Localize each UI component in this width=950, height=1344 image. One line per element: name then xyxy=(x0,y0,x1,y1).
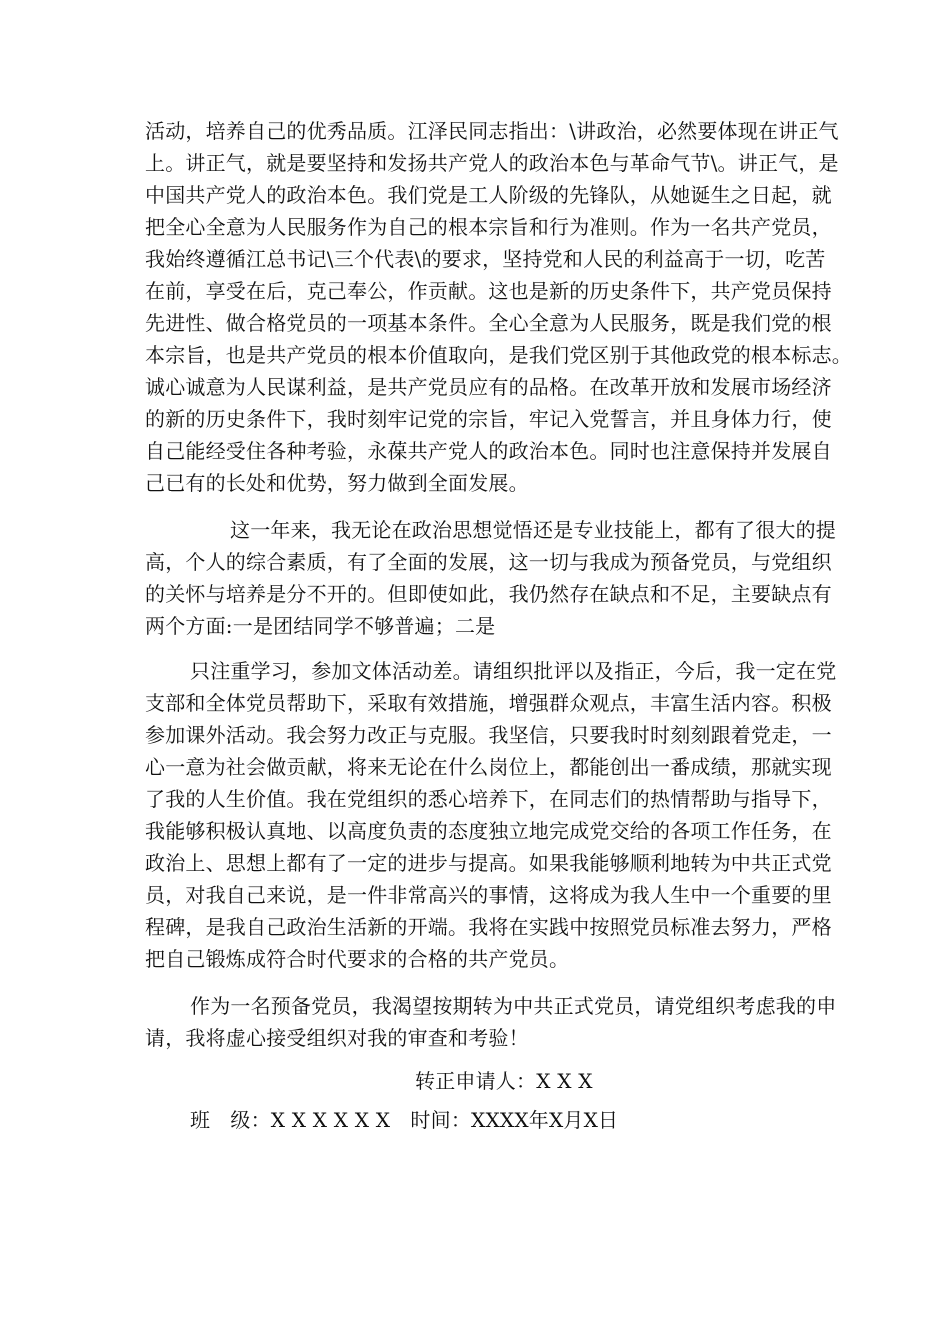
paragraph-3-line-5: 了我的人生价值。我在党组织的悉心培养下，在同志们的热情帮助与指导下， xyxy=(145,787,832,811)
paragraph-4-line-1: 作为一名预备党员，我渴望按期转为中共正式党员，请党组织考虑我的申 xyxy=(190,994,837,1018)
paragraph-1-line-5: 我始终遵循江总书记\三个代表\的要求，坚持党和人民的利益高于一切，吃苦 xyxy=(145,247,826,271)
paragraph-3-line-10: 把自己锻炼成符合时代要求的合格的共产党员。 xyxy=(145,947,570,971)
applicant-signature: 转正申请人：X X X xyxy=(415,1069,593,1093)
paragraph-3-line-2: 支部和全体党员帮助下，采取有效措施，增强群众观点，丰富生活内容。积极 xyxy=(145,691,832,715)
paragraph-2-line-3: 的关怀与培养是分不开的。但即使如此，我仍然存在缺点和不足，主要缺点有 xyxy=(145,582,832,606)
paragraph-1-line-9: 诚心诚意为人民谋利益，是共产党员应有的品格。在改革开放和发展市场经济 xyxy=(145,375,832,399)
paragraph-1-line-12: 己已有的长处和优势，努力做到全面发展。 xyxy=(145,471,529,495)
paragraph-1-line-10: 的新的历史条件下，我时刻牢记党的宗旨，牢记入党誓言，并且身体力行，使 xyxy=(145,407,832,431)
paragraph-3-line-9: 程碑，是我自己政治生活新的开端。我将在实践中按照党员标准去努力，严格 xyxy=(145,915,832,939)
paragraph-3-line-4: 心一意为社会做贡献，将来无论在什么岗位上，都能创出一番成绩，那就实现 xyxy=(145,755,832,779)
paragraph-3-line-6: 我能够积极认真地、以高度负责的态度独立地完成党交给的各项工作任务，在 xyxy=(145,819,832,843)
paragraph-1-line-11: 自己能经受住各种考验，永葆共产党人的政治本色。同时也注意保持并发展自 xyxy=(145,439,832,463)
paragraph-3-line-7: 政治上、思想上都有了一定的进步与提高。如果我能够顺利地转为中共正式党 xyxy=(145,851,832,875)
paragraph-2-line-2: 高，个人的综合素质，有了全面的发展，这一切与我成为预备党员，与党组织 xyxy=(145,550,832,574)
class-and-date: 班 级：X X X X X X 时间：XXXX年X月X日 xyxy=(190,1108,619,1132)
paragraph-1-line-8: 本宗旨，也是共产党员的根本价值取向，是我们党区别于其他政党的根本标志。 xyxy=(145,343,852,367)
paragraph-1-line-6: 在前，享受在后，克己奉公，作贡献。这也是新的历史条件下，共产党员保持 xyxy=(145,279,832,303)
paragraph-1-line-2: 上。讲正气，就是要坚持和发扬共产党人的政治本色与革命气节\。讲正气，是 xyxy=(145,151,839,175)
paragraph-1-line-3: 中国共产党人的政治本色。我们党是工人阶级的先锋队，从她诞生之日起，就 xyxy=(145,183,832,207)
paragraph-1-line-4: 把全心全意为人民服务作为自己的根本宗旨和行为准则。作为一名共产党员， xyxy=(145,215,832,239)
paragraph-3-line-3: 参加课外活动。我会努力改正与克服。我坚信，只要我时时刻刻跟着党走，一 xyxy=(145,723,832,747)
paragraph-3-line-8: 员，对我自己来说，是一件非常高兴的事情，这将成为我人生中一个重要的里 xyxy=(145,883,832,907)
paragraph-1-line-7: 先进性、做合格党员的一项基本条件。全心全意为人民服务，既是我们党的根 xyxy=(145,311,832,335)
paragraph-4-line-2: 请，我将虚心接受组织对我的审查和考验！ xyxy=(145,1026,529,1050)
paragraph-1-line-1: 活动，培养自己的优秀品质。江泽民同志指出：\讲政治，必然要体现在讲正气 xyxy=(145,119,839,143)
paragraph-2-line-1: 这一年来，我无论在政治思想觉悟还是专业技能上，都有了很大的提 xyxy=(230,518,836,542)
paragraph-3-line-1: 只注重学习，参加文体活动差。请组织批评以及指正，今后，我一定在党 xyxy=(190,659,837,683)
paragraph-2-line-4: 两个方面:一是团结同学不够普遍；二是 xyxy=(145,614,496,638)
